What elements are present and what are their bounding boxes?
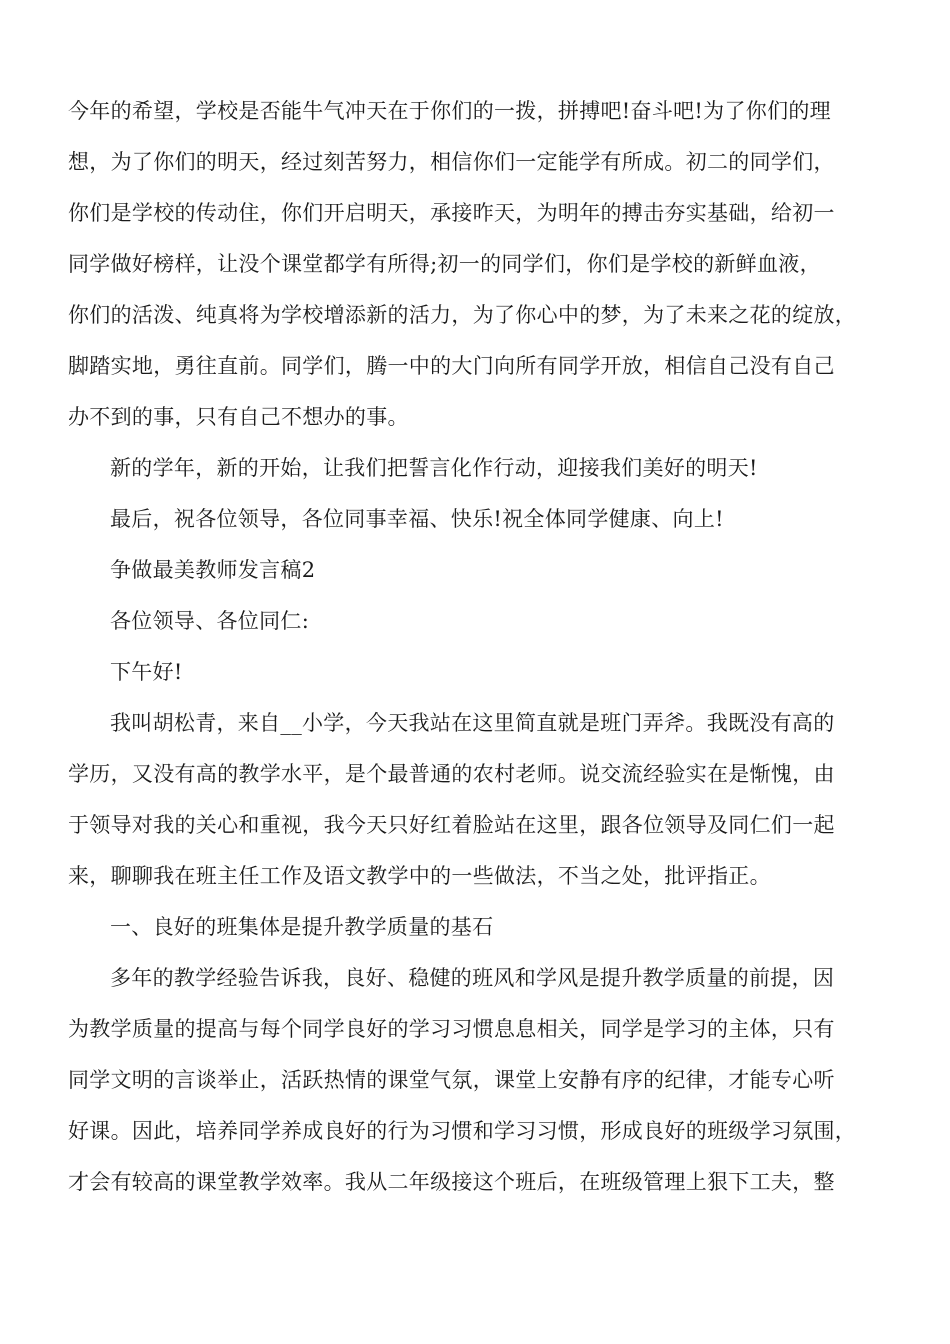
text-line: 来，聊聊我在班主任工作及语文教学中的一些做法，不当之处，批评指正。: [68, 864, 771, 888]
text-line: 办不到的事，只有自己不想办的事。: [68, 405, 409, 429]
text-line: 最后，祝各位领导，各位同事幸福、快乐!祝全体同学健康、向上!: [110, 507, 724, 531]
text-line: 我叫胡松青，来自__小学，今天我站在这里简直就是班门弄斧。我既没有高的: [110, 711, 835, 735]
text-line: 今年的希望，学校是否能牛气冲天在于你们的一拨，拼搏吧!奋斗吧!为了你们的理: [68, 99, 831, 123]
text-line: 为教学质量的提高与每个同学良好的学习习惯息息相关，同学是学习的主体，只有: [68, 1017, 835, 1041]
text-line: 脚踏实地，勇往直前。同学们，腾一中的大门向所有同学开放，相信自己没有自己: [68, 354, 835, 378]
text-line: 于领导对我的关心和重视，我今天只好红着脸站在这里，跟各位领导及同仁们一起: [68, 813, 835, 837]
section-heading: 一、良好的班集体是提升教学质量的基石: [110, 915, 494, 939]
greeting: 下午好!: [110, 660, 183, 684]
text-line: 你们是学校的传动住，你们开启明天，承接昨天，为明年的搏击夯实基础，给初一: [68, 201, 835, 225]
text-line: 新的学年，新的开始，让我们把誓言化作行动，迎接我们美好的明天!: [110, 456, 758, 480]
text-line: 好课。因此，培养同学养成良好的行为习惯和学习习惯，形成良好的班级学习氛围，: [68, 1119, 857, 1143]
text-line: 同学文明的言谈举止，活跃热情的课堂气氛，课堂上安静有序的纪律，才能专心听: [68, 1068, 835, 1092]
text-line: 多年的教学经验告诉我，良好、稳健的班风和学风是提升教学质量的前提，因: [110, 966, 835, 990]
text-line: 同学做好榜样，让没个课堂都学有所得;初一的同学们，你们是学校的新鲜血液，: [68, 252, 821, 276]
text-line: 想，为了你们的明天，经过刻苦努力，相信你们一定能学有所成。初二的同学们，: [68, 150, 835, 174]
text-line: 你们的活泼、纯真将为学校增添新的活力，为了你心中的梦，为了未来之花的绽放，: [68, 303, 857, 327]
text-line: 才会有较高的课堂教学效率。我从二年级接这个班后，在班级管理上狠下工夫，整: [68, 1170, 835, 1194]
text-line: 学历，又没有高的教学水平，是个最普通的农村老师。说交流经验实在是惭愧，由: [68, 762, 835, 786]
section-title: 争做最美教师发言稿2: [110, 558, 316, 582]
salutation: 各位领导、各位同仁:: [110, 609, 310, 633]
